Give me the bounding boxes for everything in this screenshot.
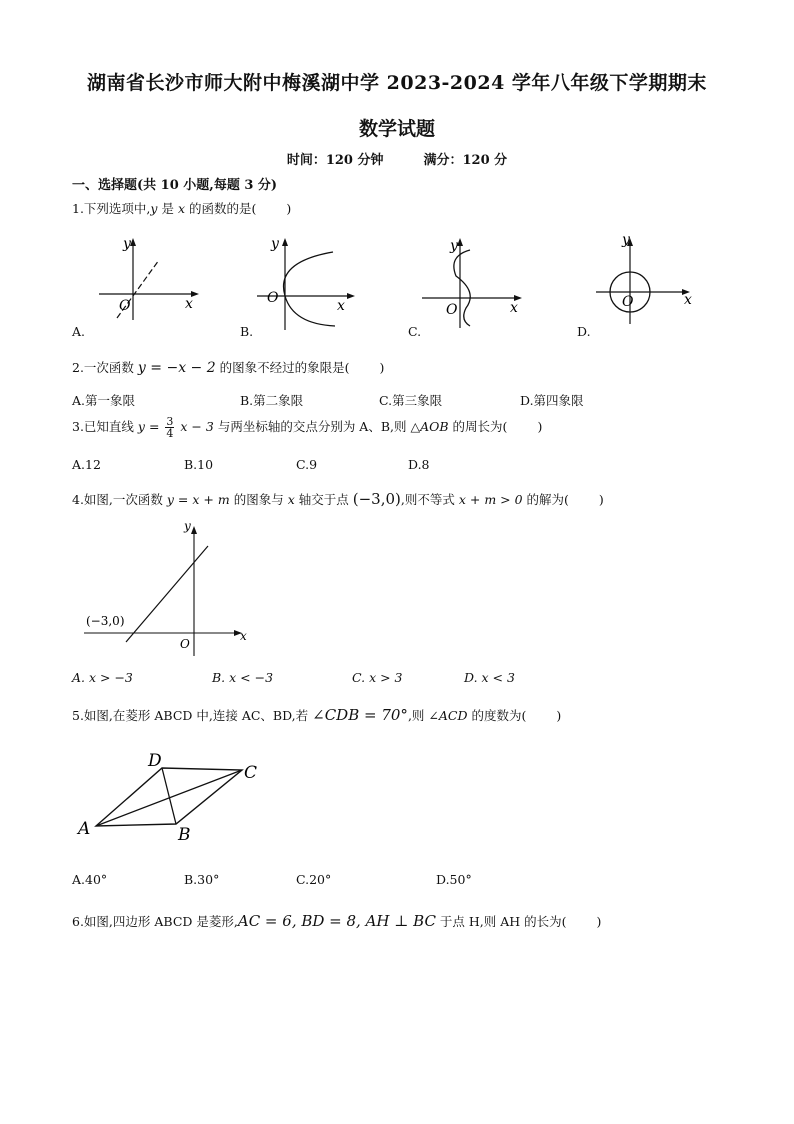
q5-label-c: C (244, 763, 258, 783)
q5-mid: ,则 (407, 708, 425, 723)
q5-option-b[interactable]: B.30° (184, 872, 220, 887)
question-4 (72, 490, 604, 508)
q1b-x-label: x (337, 298, 345, 314)
q1-graph-d (594, 228, 704, 328)
q5-label-a: A (78, 819, 91, 839)
q6-close: ) (596, 914, 602, 929)
q1-mid: 是 (161, 201, 174, 216)
q5-option-a[interactable]: A.40° (72, 872, 108, 887)
q4-close: ) (598, 492, 604, 507)
q5-close: ) (556, 708, 562, 723)
q4-x-label: x (240, 629, 247, 643)
q1-option-d[interactable]: D. (577, 324, 591, 339)
q4-option-a[interactable]: A. x > −3 (72, 670, 133, 685)
q1-prefix: 1.下列选项中, (72, 201, 151, 216)
q2-close: ) (379, 360, 385, 375)
question-2 (72, 358, 384, 376)
question-5 (72, 706, 561, 724)
q1-option-c[interactable]: C. (408, 324, 422, 339)
q1-option-b[interactable]: B. (240, 324, 254, 339)
question-3 (72, 416, 542, 439)
q1-graph-b (255, 232, 365, 332)
q3-num: 3 (166, 415, 174, 428)
q6-prefix: 6.如图,四边形 ABCD 是菱形, (72, 914, 238, 929)
q1a-y-label: y (123, 236, 131, 252)
q1-y: y (150, 201, 158, 216)
q1-graph-a (95, 232, 205, 322)
question-6 (72, 912, 601, 930)
q1a-x-label: x (185, 296, 193, 312)
q4-x: x (287, 492, 295, 507)
q4-y-label: y (184, 519, 191, 533)
q5-option-c[interactable]: C.20° (296, 872, 332, 887)
exam-time: 时间：120 分钟 (286, 153, 384, 168)
q5-label-d: D (148, 751, 162, 771)
q5-angle2: ∠ACD (428, 708, 468, 723)
q4-inequality: x + m > 0 (458, 492, 523, 507)
exam-meta (0, 149, 794, 168)
q1b-origin: O (267, 290, 279, 306)
q1-suffix: 的函数的是( (189, 201, 257, 216)
q3-option-b[interactable]: B.10 (184, 457, 214, 472)
q2-option-d[interactable]: D.第四象限 (520, 393, 584, 408)
q3-prefix: 3.已知直线 (72, 419, 134, 434)
q2-option-a[interactable]: A.第一象限 (72, 393, 136, 408)
q4-option-d[interactable]: D. x < 3 (464, 670, 515, 685)
q5-prefix: 5.如图,在菱形 ABCD 中,连接 AC、BD,若 (72, 708, 309, 723)
q5-label-b: B (178, 825, 191, 845)
q2-option-b[interactable]: B.第二象限 (240, 393, 304, 408)
q3-option-d[interactable]: D.8 (408, 457, 430, 472)
q3-option-c[interactable]: C.9 (296, 457, 318, 472)
q4-suffix: 的解为( (526, 492, 569, 507)
q1d-origin: O (622, 294, 634, 310)
q3-lhs: y = (137, 419, 160, 434)
q2-suffix: 的图象不经过的象限是( (219, 360, 350, 375)
q3-suffix: 的周长为( (452, 419, 508, 434)
q1-close: ) (286, 201, 292, 216)
q1-graph-c (418, 232, 528, 332)
q4-mid2: 轴交于点 (298, 492, 349, 507)
q1c-origin: O (446, 302, 458, 318)
page-subtitle: 数学试题 (358, 118, 435, 140)
q1a-origin: O (119, 298, 131, 314)
q1c-y-label: y (450, 238, 458, 254)
q1d-x-label: x (684, 292, 692, 308)
q4-mid1: 的图象与 (233, 492, 284, 507)
q3-den: 4 (166, 427, 174, 440)
q1d-y-label: y (622, 232, 630, 248)
q4-point-label: (−3,0) (86, 614, 125, 628)
question-1 (72, 199, 291, 217)
page-title: 湖南省长沙市师大附中梅溪湖中学 2023-2024 学年八年级下学期期末 (87, 72, 707, 94)
q1-option-a[interactable]: A. (72, 324, 86, 339)
q4-option-b[interactable]: B. x < −3 (212, 670, 274, 685)
q3-option-a[interactable]: A.12 (72, 457, 101, 472)
q6-conditions: AC = 6, BD = 8, AH ⊥ BC (237, 912, 436, 930)
q4-figure (84, 518, 264, 663)
q2-prefix: 2.一次函数 (72, 360, 134, 375)
q4-option-c[interactable]: C. x > 3 (352, 670, 403, 685)
q3-triangle: △AOB (410, 419, 449, 434)
q3-mid: 与两坐标轴的交点分别为 A、B,则 (217, 419, 407, 434)
q3-rhs: x − 3 (180, 419, 214, 434)
q4-point: (−3,0) (352, 490, 401, 508)
q4-prefix: 4.如图,一次函数 (72, 492, 163, 507)
q4-mid3: ,则不等式 (400, 492, 455, 507)
q6-mid: 于点 H,则 AH 的长为( (439, 914, 567, 929)
section-heading: 一、选择题(共 10 小题,每题 3 分) (72, 178, 278, 193)
q1-x: x (177, 201, 186, 216)
q1c-x-label: x (510, 300, 518, 316)
exam-score: 满分：120 分 (423, 153, 508, 168)
q4-origin: O (180, 637, 190, 651)
q5-suffix: 的度数为( (471, 708, 527, 723)
q4-formula: y = x + m (166, 492, 230, 507)
q3-close: ) (537, 419, 543, 434)
q5-angle1: ∠CDB = 70° (312, 706, 408, 724)
q5-rhombus-figure (74, 748, 274, 848)
q3-fraction (165, 416, 174, 439)
q5-option-d[interactable]: D.50° (436, 872, 472, 887)
q1b-y-label: y (271, 236, 279, 252)
q2-formula: y = −x − 2 (137, 360, 216, 376)
q2-option-c[interactable]: C.第三象限 (379, 393, 443, 408)
